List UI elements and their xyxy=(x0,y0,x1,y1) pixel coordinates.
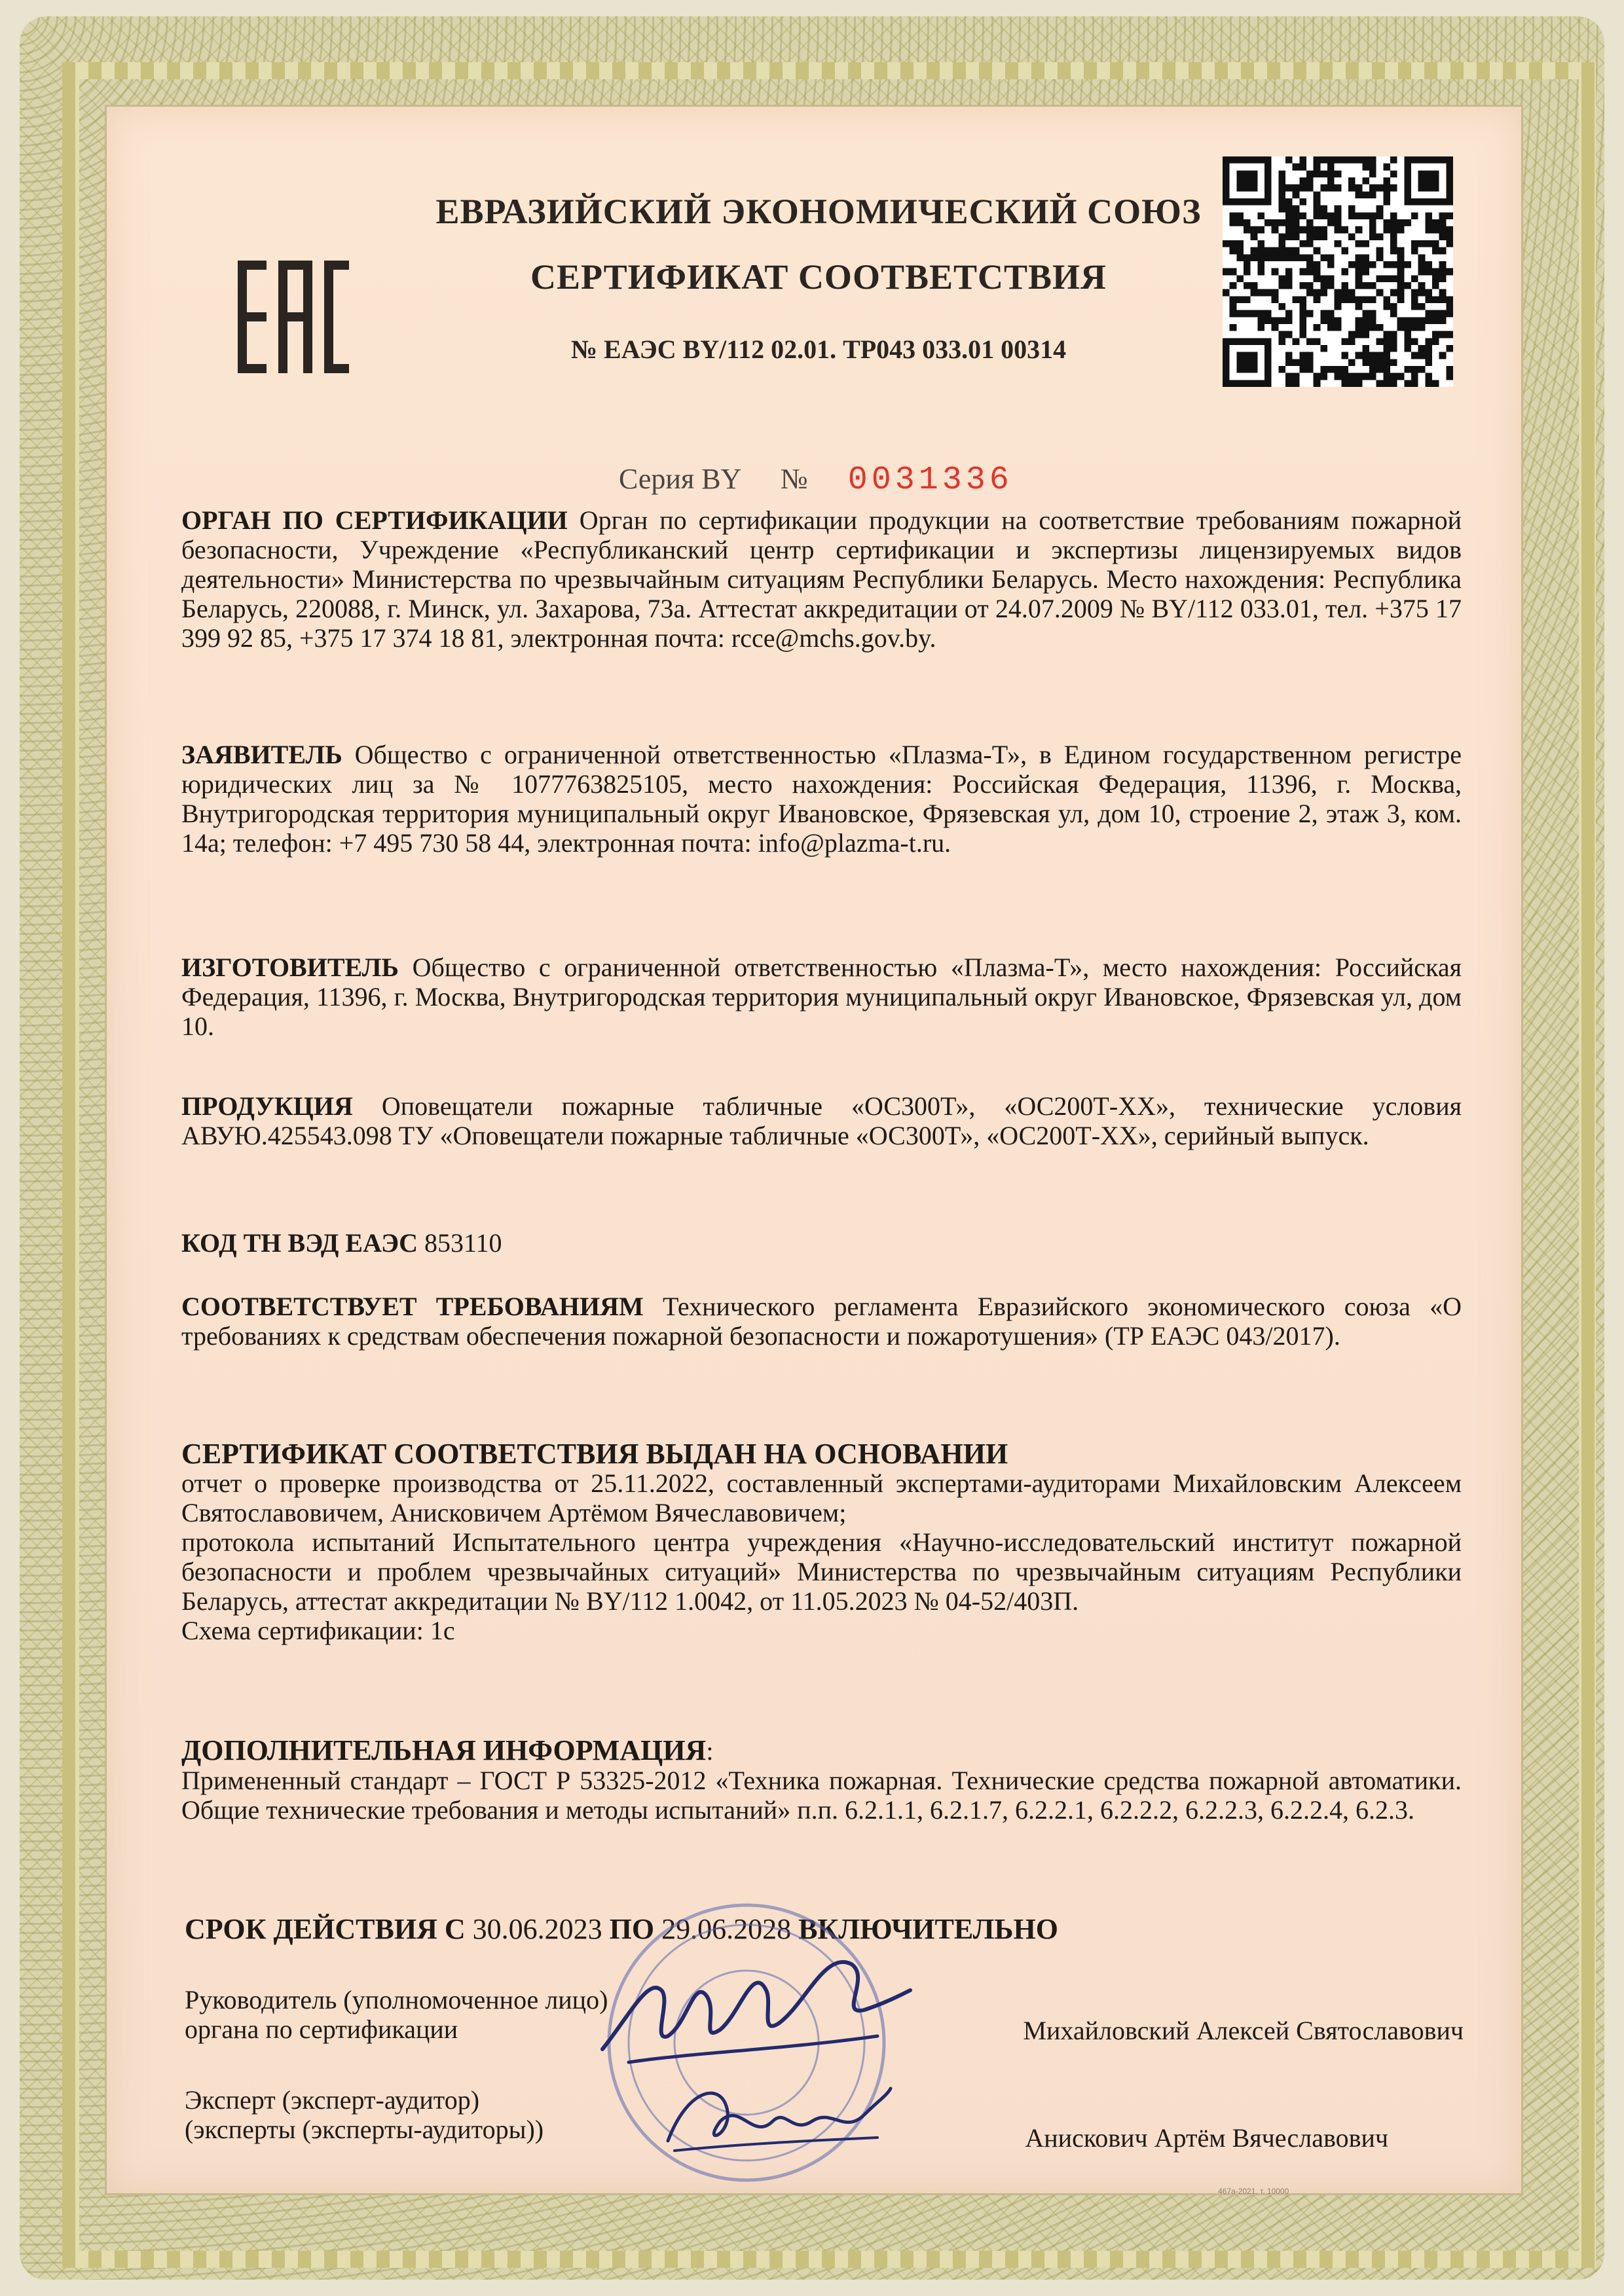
union-title: ЕВРАЗИЙСКИЙ ЭКОНОМИЧЕСКИЙ СОЮЗ xyxy=(435,192,1202,231)
section-text: Орган по сертификации продукции на соответствие требованиям пожарной безопасности, Учреждение «Республиканский центр сертификации и экспертизы лицензируемых видов деятельности» Министерства по чрезвычайным ситуациям Республики Беларусь. Место нахождения: Республика Беларусь, 220088, г. Минск, ул. Захарова, 73а. Аттестат аккредитации от 24.07.2009 № BY/112 033.01, тел. +375 17 399 92 85, +375 17 374 18 81, электронная почта: rcce@mchs.gov.by. xyxy=(181,505,1462,653)
validity-suffix: ВКЛЮЧИТЕЛЬНО xyxy=(798,1913,1058,1945)
heading-colon: : xyxy=(706,1736,714,1766)
validity-mid: ПО xyxy=(609,1913,655,1945)
eac-logo xyxy=(238,261,349,373)
section-heading: ИЗГОТОВИТЕЛЬ xyxy=(181,953,399,982)
section-heading: КОД ТН ВЭД ЕАЭС xyxy=(181,1228,418,1258)
section-conforms xyxy=(181,1292,1462,1351)
section-organ xyxy=(181,505,1462,653)
expert-signature xyxy=(661,2075,897,2160)
section-applicant xyxy=(181,740,1462,858)
section-text: Технического регламента Евразийского экономического союза «О требованиях к средствам обеспечения пожарной безопасности и пожаротушения» (ТР ЕАЭС 043/2017). xyxy=(181,1292,1462,1351)
section-basis xyxy=(181,1439,1462,1645)
validity-from: 30.06.2023 xyxy=(472,1913,602,1945)
head-name: Михайловский Алексей Святославович xyxy=(1023,2016,1464,2045)
serial-number: 0031336 xyxy=(847,462,1013,499)
basis-line: протокола испытаний Испытательного центра учреждения «Научно-исследовательский институт пожарной безопасности и проблем чрезвычайных ситуаций» Министерства по чрезвычайным ситуациям Республики Беларусь, аттестат аккредитации № BY/112 1.0042, от 11.05.2023 № 04-52/403П. xyxy=(181,1527,1462,1616)
expert-label xyxy=(185,2085,544,2144)
section-heading: ПРОДУКЦИЯ xyxy=(181,1091,353,1121)
section-heading: СООТВЕТСТВУЕТ ТРЕБОВАНИЯМ xyxy=(181,1292,644,1321)
section-text: 853110 xyxy=(424,1228,502,1258)
serial-no-sign: № xyxy=(780,463,808,495)
section-heading: ЗАЯВИТЕЛЬ xyxy=(181,740,342,769)
serial-row xyxy=(619,462,1013,499)
head-label-line: Руководитель (уполномоченное лицо) xyxy=(185,1985,608,2014)
section-product xyxy=(181,1091,1462,1150)
qr-code xyxy=(1223,156,1453,387)
head-label xyxy=(185,1985,608,2044)
head-label-line: органа по сертификации xyxy=(185,2014,458,2044)
section-text: Оповещатели пожарные табличные «ОС300Т», «ОС200Т-XX», технические условия АВУЮ.425543.098 ТУ «Оповещатели пожарные табличные «ОС300Т», «ОС200Т-XX», серийный выпуск. xyxy=(181,1091,1462,1150)
expert-label-line: Эксперт (эксперт-аудитор) xyxy=(185,2085,480,2115)
serial-label: Серия BY xyxy=(619,463,741,495)
certificate-number: № ЕАЭС BY/112 02.01. ТР043 033.01 00314 xyxy=(570,335,1067,364)
expert-name: Анискович Артём Вячеславович xyxy=(1025,2123,1388,2153)
head-signature xyxy=(589,1938,917,2082)
section-heading: ОРГАН ПО СЕРТИФИКАЦИИ xyxy=(181,505,568,535)
basis-line: отчет о проверке производства от 25.11.2022, составленный экспертами-аудиторами Михайловским Алексеем Святославовичем, Анисковичем Артёмом Вячеславовичем; xyxy=(181,1468,1462,1527)
section-code xyxy=(181,1228,1462,1258)
section-heading: ДОПОЛНИТЕЛЬНАЯ ИНФОРМАЦИЯ xyxy=(181,1734,707,1766)
validity-to: 29.06.2028 xyxy=(661,1913,792,1945)
section-text: Общество с ограниченной ответственностью «Плазма-Т», в Едином государственном регистре юридических лиц за № 1077763825105, место нахождения: Российская Федерация, 11396, г. Москва, Внутригородская территория муниципальный округ Ивановское, Фрязевская ул, дом 10, строение 2, этаж 3, ком. 14а; телефон: +7 495 730 58 44, электронная почта: info@plazma-t.ru. xyxy=(181,740,1462,858)
validity-prefix: СРОК ДЕЙСТВИЯ С xyxy=(185,1913,466,1945)
section-additional xyxy=(181,1736,1462,1825)
basis-line: Схема сертификации: 1с xyxy=(181,1616,455,1645)
certificate-title: СЕРТИФИКАТ СООТВЕТСТВИЯ xyxy=(530,257,1107,297)
section-text: Примененный стандарт – ГОСТ Р 53325-2012 «Техника пожарная. Технические средства пожарной автоматики. Общие технические требования и методы испытаний» п.п. 6.2.1.1, 6.2.1.7, 6.2.2.1, 6.2.2.2, 6.2.2.3, 6.2.2.4, 6.2.3. xyxy=(181,1766,1462,1825)
section-text: Общество с ограниченной ответственностью «Плазма-Т», место нахождения: Российская Федерация, 11396, г. Москва, Внутригородская территория муниципальный округ Ивановское, Фрязевская ул, дом 10. xyxy=(181,953,1462,1041)
section-heading: СЕРТИФИКАТ СООТВЕТСТВИЯ ВЫДАН НА ОСНОВАНИИ xyxy=(181,1438,1008,1470)
expert-label-line: (эксперты (эксперты-аудиторы)) xyxy=(185,2115,544,2144)
section-manufacturer xyxy=(181,953,1462,1041)
print-footnote: 467a-2021, т. 10000 xyxy=(1218,2187,1289,2196)
